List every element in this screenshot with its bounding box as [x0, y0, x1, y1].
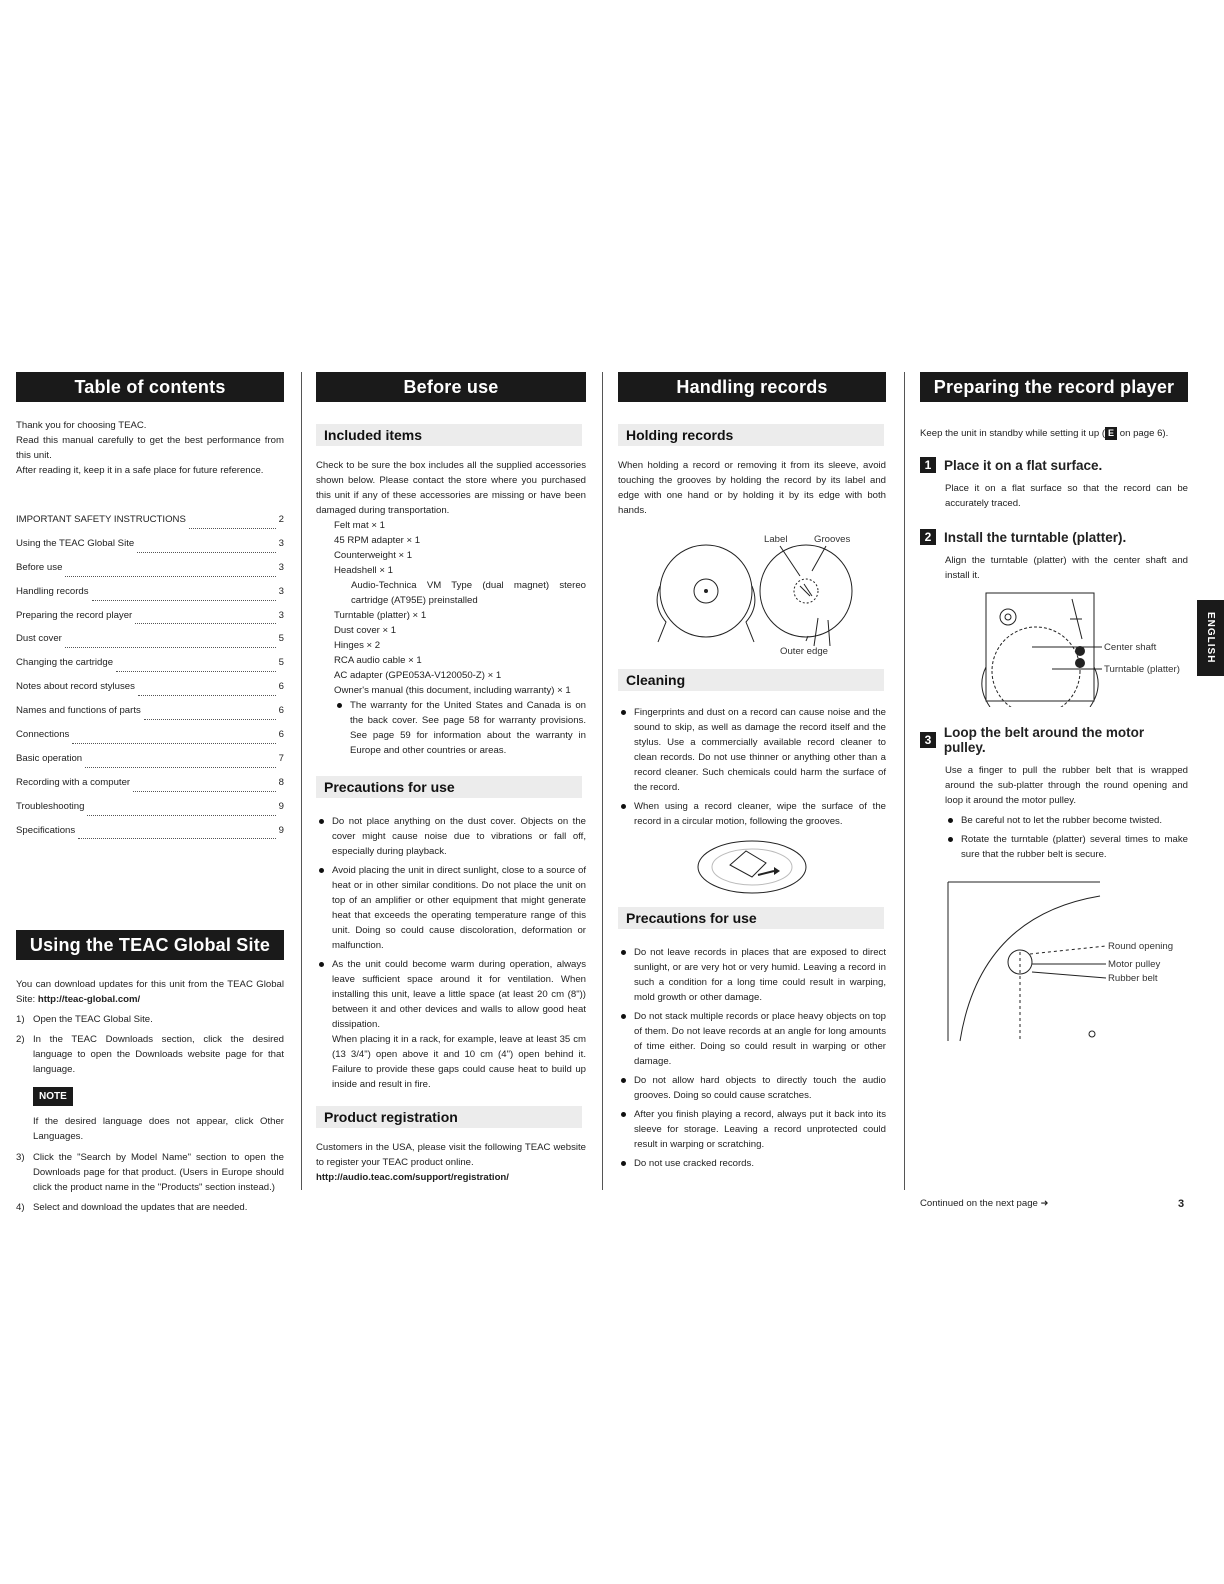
registration-subheading: Product registration — [316, 1106, 586, 1128]
cleaning-item: Fingerprints and dust on a record can cause noise and the sound to skip, as well as damage the record itself and the stylus. Use a commercially available record cleaner to clean records. Do not use thinner or anything other than a record cleaner. Such chemicals could harm the surface of the record. — [618, 705, 886, 795]
toc-entry-page: 7 — [278, 752, 284, 764]
toc-entry-title: IMPORTANT SAFETY INSTRUCTIONS — [16, 514, 186, 525]
intro-line: After reading it, keep it in a safe place for future reference. — [16, 465, 264, 476]
item: Felt mat × 1 — [334, 520, 385, 531]
precautions-list — [316, 814, 586, 1092]
item: Dust cover × 1 — [334, 625, 397, 636]
step-number: 1 — [920, 457, 936, 473]
precaution-item: After you finish playing a record, always put it back into its sleeve for storage. Leaving a record unprotected could result in warping or scratching. — [618, 1107, 886, 1152]
toc-entry-page: 3 — [278, 561, 284, 573]
toc-entry-title: Before use — [16, 561, 63, 573]
registration-link[interactable]: http://audio.teac.com/support/registration/ — [316, 1172, 509, 1183]
intro-line: Read this manual carefully to get the best performance from this unit. — [16, 435, 284, 461]
step-title: Loop the belt around the motor pulley. — [943, 725, 1145, 755]
global-site-section — [16, 930, 284, 1220]
preparing-heading: Preparing the record player — [920, 372, 1188, 402]
toc-entry-page: 6 — [278, 705, 284, 717]
toc-entry-page: 3 — [278, 609, 284, 621]
toc-entry[interactable] — [16, 584, 284, 608]
precautions-subheading: Precautions for use — [618, 907, 886, 929]
handling-heading: Handling records — [618, 372, 886, 402]
toc-entry[interactable] — [16, 751, 284, 775]
handling-records-column — [618, 372, 886, 1175]
note-block — [16, 1087, 284, 1144]
record-held-by-label — [760, 545, 852, 646]
intro-line: Thank you for choosing TEAC. — [16, 420, 147, 431]
toc-entry[interactable] — [16, 775, 284, 799]
column-divider — [301, 372, 302, 1190]
record-cleaner-figure — [618, 833, 886, 899]
precautions-list — [618, 945, 886, 1171]
precaution-item: As the unit could become warm during operation, always leave sufficient space around it for ventilation. When installing this unit, leave a little space (at least 20 cm (8")) between it and other devices and walls to allow good heat dissipation. When placing it in a rack, for example, leave at least 35 cm (13 3/4") open above it and 10 cm (4") open behind it. Failure to provide these gaps could cause heat to build up inside and result in fire. — [316, 957, 586, 1092]
belt-pulley-figure — [920, 876, 1188, 1046]
step3-bullet: Be careful not to let the rubber become twisted. — [945, 813, 1188, 828]
toc-entry[interactable] — [16, 560, 284, 584]
global-site-heading: Using the TEAC Global Site — [16, 930, 284, 960]
toc-entry-title: Using the TEAC Global Site — [16, 537, 135, 549]
step-item: 4) Select and download the updates that are needed. — [16, 1202, 248, 1213]
step-text: Use a finger to pull the rubber belt that is wrapped around the sub-platter through the round opening and loop it around the motor pulley. — [945, 765, 1188, 806]
precaution-item: Do not use cracked records. — [618, 1156, 886, 1171]
step-item: 2) In the TEAC Downloads section, click the desired language to open the Downloads website page for that language. — [16, 1034, 284, 1075]
dot-leader — [65, 631, 276, 648]
item: Headshell × 1 — [334, 565, 393, 576]
step3-bullet: Rotate the turntable (platter) several times to make sure that the rubber belt is secure. — [945, 832, 1188, 862]
dot-leader — [72, 727, 275, 744]
precaution-item: Do not leave records in places that are exposed to direct sunlight, or are very hot or very humid. Leaving a record in such a condition for a long time could result in warping, mold growth or other damage. — [618, 945, 886, 1005]
step-text: Place it on a flat surface so that the record can be accurately traced. — [945, 483, 1188, 509]
precaution-item: Do not stack multiple records or place heavy objects on top of them. Do not leave records at an angle for long amounts of time either. Doing so could result in warping or other damage. — [618, 1009, 886, 1069]
step-1 — [920, 457, 1188, 473]
label-callout: Label — [764, 534, 788, 545]
cleaning-list — [618, 705, 886, 829]
toc-intro — [16, 418, 284, 478]
rubber-belt-callout: Rubber belt — [1108, 973, 1158, 984]
cartridge-item: Audio-Technica VM Type (dual magnet) stereo cartridge (AT95E) preinstalled — [351, 580, 586, 606]
toc-entry-page: 6 — [278, 729, 284, 741]
toc-entry[interactable] — [16, 608, 284, 632]
toc-entry[interactable] — [16, 655, 284, 679]
step3-bullets — [920, 813, 1188, 862]
step-3 — [920, 725, 1188, 755]
toc-entry-page: 6 — [278, 681, 284, 693]
global-site-steps — [16, 1012, 284, 1215]
cleaning-subheading: Cleaning — [618, 669, 886, 691]
outer-edge-callout: Outer edge — [780, 646, 829, 657]
toc-list — [16, 512, 284, 846]
toc-entry[interactable] — [16, 536, 284, 560]
motor-pulley-callout: Motor pulley — [1108, 959, 1161, 970]
item: Owner's manual (this document, including warranty) × 1 — [334, 685, 571, 696]
preparing-column — [920, 372, 1188, 1046]
toc-entry-page: 2 — [278, 514, 284, 525]
toc-entry-title: Preparing the record player — [16, 609, 133, 621]
dot-leader — [133, 775, 276, 792]
toc-entry-title: Basic operation — [16, 752, 83, 764]
note-label: NOTE — [33, 1087, 73, 1106]
toc-entry[interactable] — [16, 631, 284, 655]
precaution-item: Do not place anything on the dust cover. Objects on the cover might cause noise due to vibrations or fall off, especially during playback. — [316, 814, 586, 859]
toc-entry-page: 9 — [278, 824, 284, 836]
warranty-bullet: The warranty for the United States and Canada is on the back cover. See page 58 for warranty provisions. See page 59 for information about the warranty in Europe and other countries or areas. — [334, 698, 586, 758]
grooves-callout: Grooves — [814, 534, 851, 545]
step-number: 3 — [920, 732, 936, 748]
preparing-intro: Keep the unit in standby while setting it up ( E on page 6). — [920, 427, 1169, 439]
toc-entry-title: Specifications — [16, 824, 76, 836]
before-use-heading: Before use — [316, 372, 586, 402]
toc-entry[interactable] — [16, 823, 284, 847]
language-side-tab: ENGLISH — [1197, 600, 1224, 676]
toc-entry[interactable] — [16, 727, 284, 751]
page-number: 3 — [1178, 1198, 1185, 1210]
included-intro: Check to be sure the box includes all the supplied accessories shown below. Please contact the store where you purchased this unit if any of these accessories are missing or have been damaged during transportation. — [316, 460, 586, 516]
note-text: If the desired language does not appear, click Other Languages. — [33, 1116, 284, 1142]
dot-leader — [144, 703, 276, 720]
global-site-intro: You can download updates for this unit from the TEAC Global Site: http://teac-global.com/ — [16, 979, 284, 1005]
dot-leader — [116, 655, 276, 672]
step-item: 3) Click the "Search by Model Name" section to open the Downloads page for that product. (Users in Europe should click the product name in the "Products" section instead.) — [16, 1152, 284, 1193]
step-item: 1) Open the TEAC Global Site. — [16, 1014, 153, 1025]
toc-entry[interactable] — [16, 799, 284, 823]
step-title: Place it on a flat surface. — [944, 457, 1103, 473]
toc-entry-title: Changing the cartridge — [16, 657, 114, 669]
toc-entry[interactable] — [16, 679, 284, 703]
global-site-link[interactable]: http://teac-global.com/ — [37, 994, 141, 1005]
dot-leader — [189, 512, 276, 529]
toc-entry-title: Dust cover — [16, 633, 62, 645]
center-shaft-callout: Center shaft — [1104, 642, 1157, 653]
precautions-subheading: Precautions for use — [316, 776, 586, 798]
dot-leader — [87, 799, 275, 816]
precaution-item: Do not allow hard objects to directly touch the audio grooves. Doing so could cause scratches. — [618, 1073, 886, 1103]
dot-leader — [135, 608, 275, 625]
item: AC adapter (GPE053A-V120050-Z) × 1 — [334, 670, 502, 681]
toc-entry-title: Names and functions of parts — [16, 705, 141, 717]
toc-entry-page: 3 — [278, 585, 284, 597]
toc-entry[interactable] — [16, 703, 284, 727]
holding-records-figure — [618, 526, 886, 661]
toc-entry-page: 9 — [278, 800, 284, 812]
precaution-item: Avoid placing the unit in direct sunlight, close to a source of heat or in other similar conditions. Do not place the unit on top of an amplifier or other equipment that might generate heat that exceeds the operating temperature range of this unit. Doing so could cause discoloration, deformation or malfunction. — [316, 863, 586, 953]
toc-entry-title: Recording with a computer — [16, 776, 131, 788]
e-key-badge: E — [1105, 427, 1117, 440]
column-divider — [602, 372, 603, 1190]
item: 45 RPM adapter × 1 — [334, 535, 421, 546]
item: Counterweight × 1 — [334, 550, 413, 561]
step-2 — [920, 529, 1188, 545]
step-number: 2 — [920, 529, 936, 545]
holding-subheading: Holding records — [618, 424, 886, 446]
warranty-list — [316, 698, 586, 758]
turntable-install-figure — [920, 589, 1188, 707]
continued-note: Continued on the next page ➜ — [920, 1198, 1049, 1209]
item: RCA audio cable × 1 — [334, 655, 422, 666]
record-held-by-edges — [657, 545, 755, 642]
toc-entry-title: Notes about record styluses — [16, 681, 135, 693]
toc-entry-page: 5 — [278, 633, 284, 645]
toc-column — [16, 372, 284, 1213]
dot-leader — [138, 679, 276, 696]
toc-entry-page: 3 — [278, 537, 284, 549]
step-text: Align the turntable (platter) with the center shaft and install it. — [945, 555, 1188, 581]
toc-entry[interactable] — [16, 512, 284, 536]
step-title: Install the turntable (platter). — [944, 529, 1127, 545]
rack-text: When placing it in a rack, for example, leave at least 35 cm (13 3/4") open above it and 10 cm (4") open behind it. Failure to provide these gaps could cause heat to build up inside and result in fire. — [332, 1034, 586, 1090]
item: Turntable (platter) × 1 — [334, 610, 427, 621]
cleaning-item: When using a record cleaner, wipe the surface of the record in a circular motion, following the grooves. — [618, 799, 886, 829]
toc-heading: Table of contents — [16, 372, 284, 402]
column-divider — [904, 372, 905, 1190]
included-items-subheading: Included items — [316, 424, 586, 446]
holding-text: When holding a record or removing it from its sleeve, avoid touching the grooves by holding the record by its label and edge with one hand or by holding it by its edge with both hands. — [618, 460, 886, 516]
toc-entry-title: Connections — [16, 729, 70, 741]
toc-entry-title: Handling records — [16, 585, 89, 597]
dot-leader — [65, 560, 275, 577]
turntable-callout: Turntable (platter) — [1104, 664, 1180, 675]
registration-text: Customers in the USA, please visit the following TEAC website to register your TEAC product online. — [316, 1142, 586, 1168]
dot-leader — [92, 584, 276, 601]
toc-entry-page: 8 — [278, 776, 284, 788]
item: Hinges × 2 — [334, 640, 381, 651]
dot-leader — [78, 823, 275, 840]
toc-entry-page: 5 — [278, 657, 284, 669]
toc-entry-title: Troubleshooting — [16, 800, 85, 812]
round-opening-callout: Round opening — [1108, 941, 1174, 952]
dot-leader — [85, 751, 276, 768]
before-use-column — [316, 372, 586, 1185]
dot-leader — [137, 536, 275, 553]
